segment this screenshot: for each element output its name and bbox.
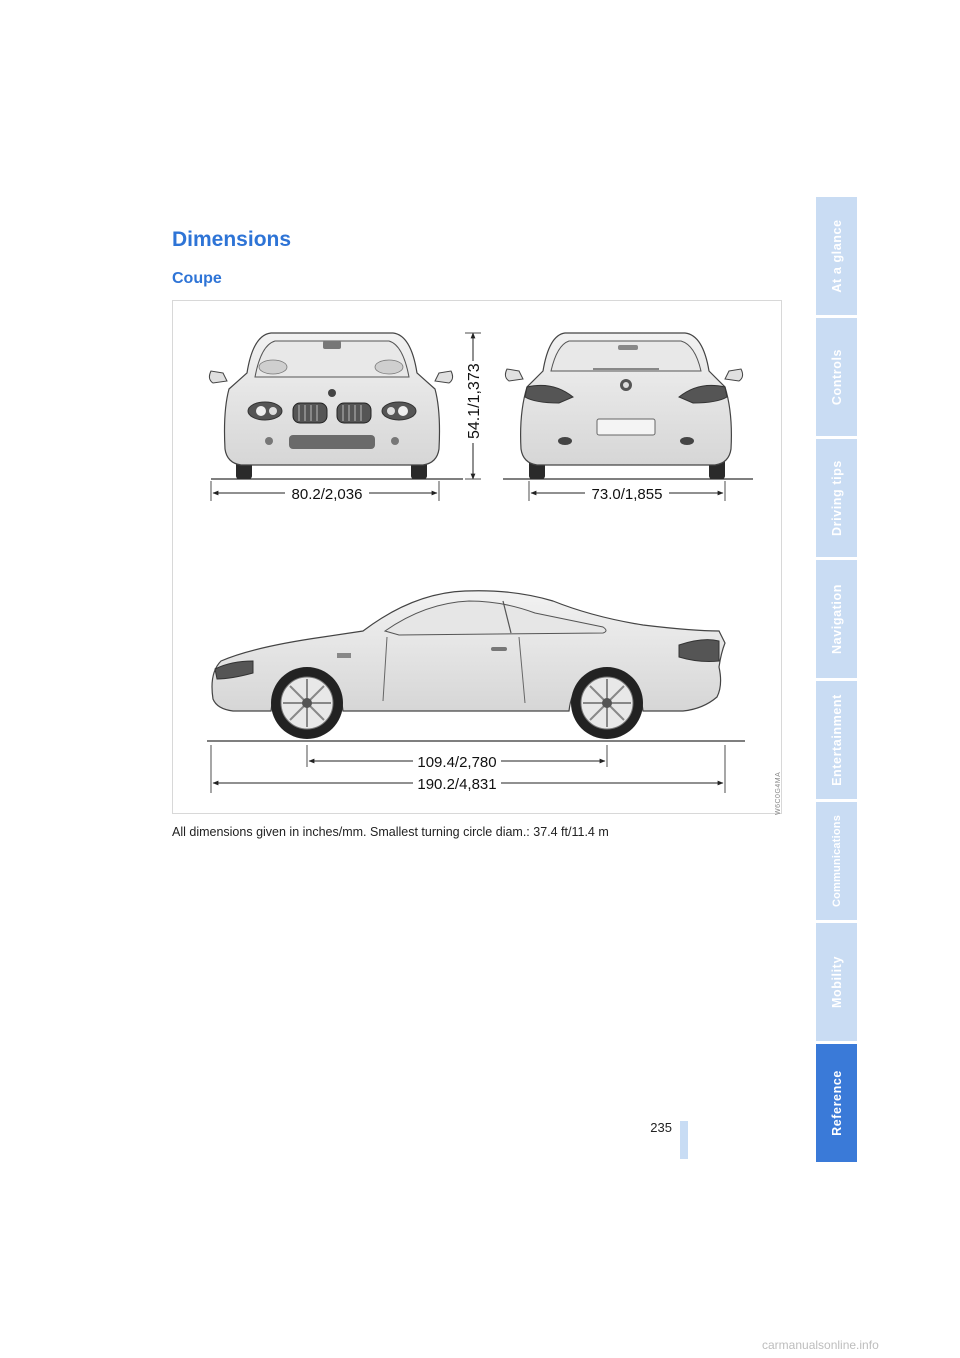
tab-mobility[interactable] <box>816 923 857 1041</box>
tab-communications[interactable] <box>816 802 857 920</box>
side-view <box>207 591 745 793</box>
tab-label: Navigation <box>829 584 844 654</box>
watermark: carmanualsonline.info <box>762 1338 879 1352</box>
tab-navigation[interactable] <box>816 560 857 678</box>
page-title: Dimensions <box>172 228 292 251</box>
figure-caption: All dimensions given in inches/mm. Smallest turning circle diam.: 37.4 ft/11.4 m <box>172 825 609 839</box>
tab-label: At a glance <box>829 219 844 293</box>
dimensions-figure <box>172 300 782 814</box>
rear-track-dimension: 73.0/1,855 <box>591 486 663 503</box>
tab-entertainment[interactable] <box>816 681 857 799</box>
figure-code: W6C0G4MA <box>775 771 782 815</box>
tab-label: Reference <box>829 1070 844 1136</box>
chapter-tabs <box>816 197 857 1165</box>
tab-label: Communications <box>830 814 843 908</box>
page-number: 235 <box>650 1120 672 1135</box>
front-width-dimension: 80.2/2,036 <box>291 486 363 503</box>
tab-reference[interactable] <box>816 1044 857 1162</box>
front-view <box>209 333 483 503</box>
tab-label: Driving tips <box>829 460 844 536</box>
tab-label: Controls <box>829 348 844 406</box>
height-dimension: 54.1/1,373 <box>466 363 483 439</box>
section-title: Coupe <box>172 270 222 287</box>
wheelbase-dimension: 109.4/2,780 <box>417 754 497 771</box>
rear-view <box>503 333 753 503</box>
length-dimension: 190.2/4,831 <box>417 776 497 793</box>
tab-label: Mobility <box>829 955 844 1009</box>
tab-label: Entertainment <box>829 694 844 786</box>
tab-at-a-glance[interactable] <box>816 197 857 315</box>
tab-controls[interactable] <box>816 318 857 436</box>
page-marker <box>680 1121 688 1159</box>
tab-driving-tips[interactable] <box>816 439 857 557</box>
